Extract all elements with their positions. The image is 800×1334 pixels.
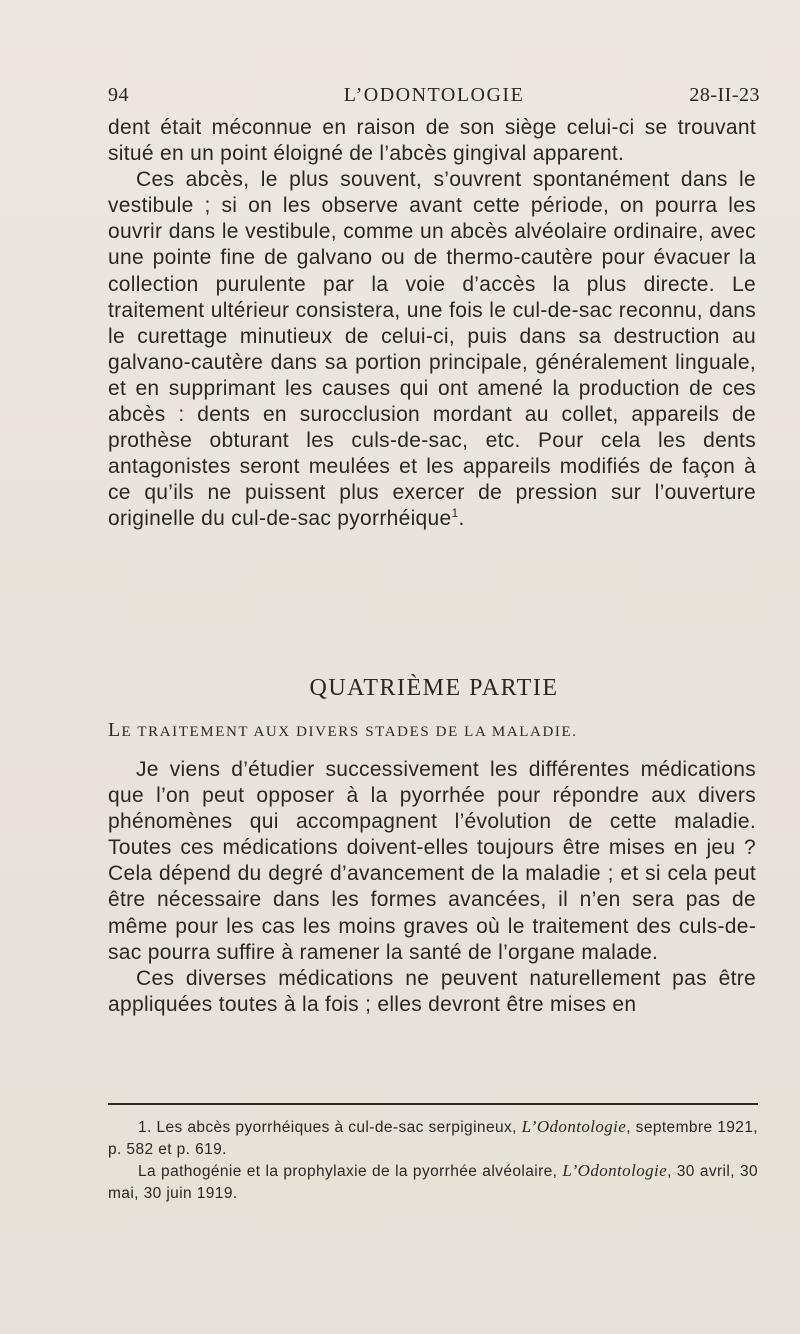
section-subtitle (108, 719, 760, 742)
paragraph-end-period: . (458, 507, 465, 531)
paragraph-diverses: Ces diverses médications ne peuvent naturellement pas être appliquées toutes à la fois ; elles devront être mises en (108, 966, 756, 1016)
footnote-1-journal: L’Odontologie (521, 1117, 627, 1136)
paragraph-medications: Je viens d’étudier successivement les différentes médications que l’on peut opposer à la pyorrhée pour répondre aux divers phénomènes qui accompagnent l’évolution de cette maladie. Toutes ces médications doivent-elles toujours être mises en jeu ? Cela dépend du degré d’avancement de la maladie ; et si cela peut être nécessaire dans les formes avancées, il n’en sera pas de même pour les cas les moins graves où le traitement des culs-de-sac pourra suffire à ramener la santé de l’organe malade. (108, 758, 756, 964)
footnote-1-rest: , septembre 1921, p. 582 et p. 619. (108, 1119, 758, 1158)
running-head (108, 84, 760, 112)
footnote-1-text: Les abcès pyorrhéiques à cul-de-sac serpigineux, (156, 1119, 517, 1136)
text-block-top (108, 115, 756, 533)
issue-date: 28-II-23 (689, 84, 760, 106)
footnotes (108, 1116, 758, 1204)
footnote-2-journal: L’Odontologie (562, 1161, 668, 1180)
subtitle-initial: L (108, 719, 122, 741)
page-number: 94 (108, 84, 129, 106)
footnote-1 (108, 1116, 758, 1160)
text-block-bottom (108, 757, 756, 1018)
journal-title: L’ODONTOLOGIE (343, 84, 525, 106)
footnote-2-text: La pathogénie et la prophylaxie de la pyorrhée alvéolaire, (138, 1163, 558, 1180)
footnote-1-number: 1. (138, 1119, 152, 1136)
footnote-ref: 1 (451, 506, 459, 521)
footnote-2-rest: , 30 avril, 30 mai, 30 juin 1919. (108, 1163, 758, 1202)
part-title: QUATRIÈME PARTIE (309, 675, 559, 701)
footnote-2 (108, 1160, 758, 1204)
subtitle-rest: E TRAITEMENT AUX DIVERS STADES DE LA MALADIE. (121, 724, 578, 740)
paragraph-abces-text: Ces abcès, le plus souvent, s’ouvrent spontanément dans le vestibule ; si on les observe avant cette période, on pourra les ouvrir dans le vestibule, comme un abcès alvéolaire ordinaire, avec une pointe fine de galvano ou de thermo-cautère pour évacuer la collection purulente par la voie d’accès la plus directe. Le traitement ultérieur consistera, une fois le cul-de-sac reconnu, dans le curettage minutieux de celui-ci, puis dans sa destruction au galvano-cautère dans sa portion principale, généralement linguale, et en supprimant les causes qui ont amené la production de ces abcès : dents en surocclusion mordant au collet, appareils de prothèse obturant les culs-de-sac, etc. Pour cela les dents antagonistes seront meulées et les appareils modifiés de façon à ce qu’ils ne puissent plus exercer de pression sur l’ouverture originelle du cul-de-sac pyorrhéique (108, 168, 756, 531)
footnote-rule (108, 1103, 758, 1105)
paragraph-continued: dent était méconnue en raison de son siège celui-ci se trouvant situé en un point éloigné de l’abcès gingival apparent. (108, 116, 756, 166)
paragraph-abces (108, 167, 756, 532)
